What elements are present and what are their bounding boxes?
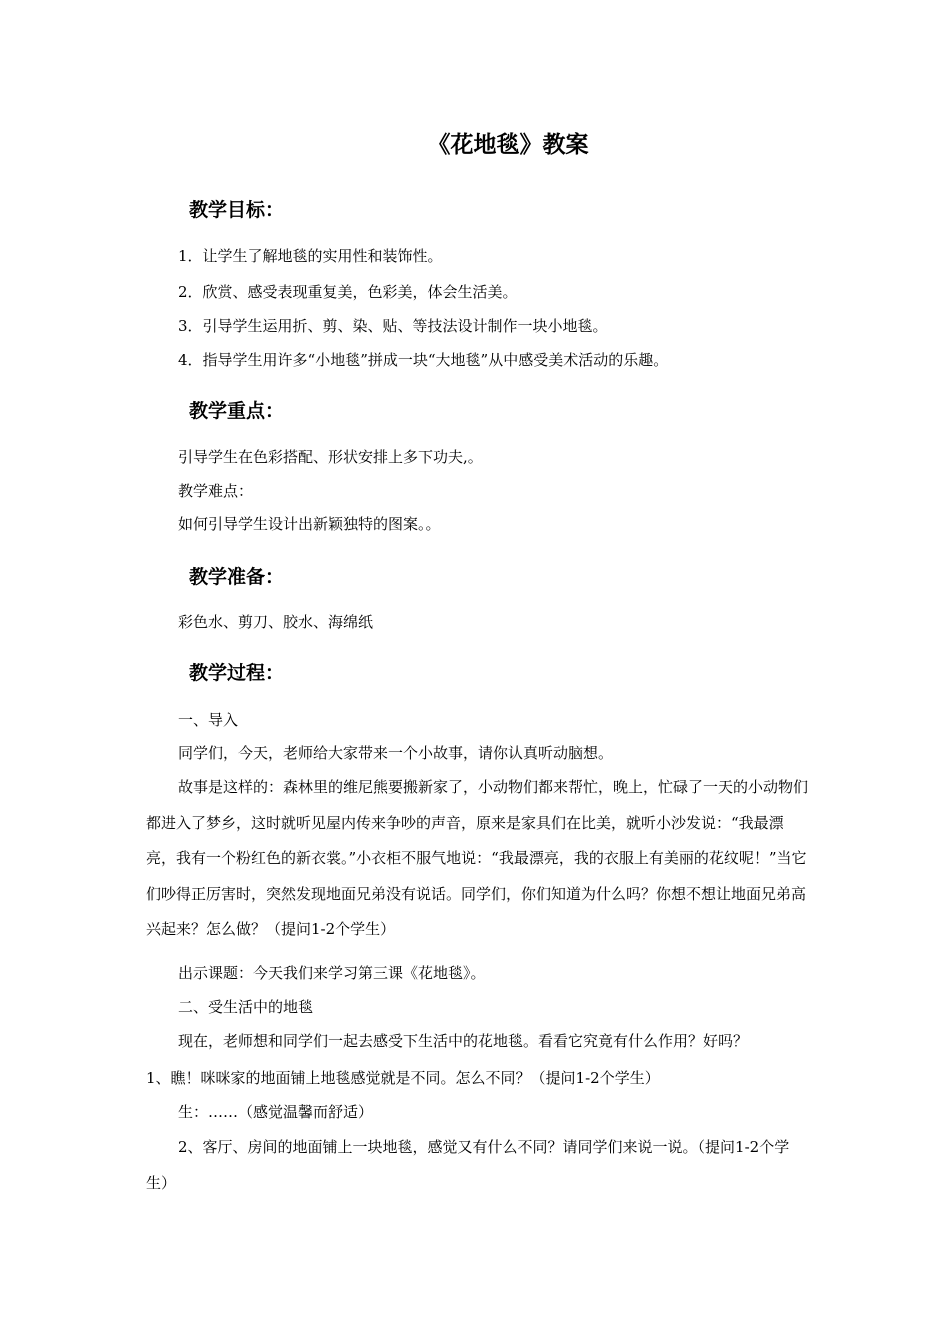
process-heading: 教学过程： (189, 662, 285, 684)
process-line: 1、瞧！咪咪家的地面铺上地毯感觉就是不同。怎么不同？（提问1-2个学生） (146, 1069, 660, 1087)
process-line: 生：……（感觉温馨而舒适） (178, 1103, 374, 1121)
objectives-heading: 教学目标： (189, 199, 285, 221)
story-paragraph: 故事是这样的：森林里的维尼熊要搬新家了，小动物们都来帮忙，晚上，忙碌了一天的小动物们都进入了梦乡，这时就听见屋内传来争吵的声音，原来是家具们在比美，就听小沙发说：“我最漂亮，我有一个粉红色的新衣裳。”小衣柜不服气地说：“我最漂亮，我的衣服上有美丽的花纹呢！”当它们吵得正厉害时，突然发现地面兄弟没有说话。同学们，你们知道为什么吗？你想不想让地面兄弟高兴起来？怎么做？（提问1-2个学生） (146, 778, 809, 938)
objective-item: 2．欣赏、感受表现重复美，色彩美，体会生活美。 (178, 283, 518, 301)
process-line: 出示课题：今天我们来学习第三课《花地毯》。 (178, 964, 486, 982)
preparation-text: 彩色水、剪刀、胶水、海绵纸 (178, 613, 374, 631)
process-line: 一、导入 (178, 711, 239, 729)
difficulty-label: 教学难点： (178, 482, 254, 500)
process-line: 2、客厅、房间的地面铺上一块地毯，感觉又有什么不同？请同学们来说一说。（提问1-2个学生） (146, 1138, 790, 1192)
process-line: 二、受生活中的地毯 (178, 998, 314, 1016)
document-title: 《花地毯》教案 (427, 132, 589, 158)
key-points-text: 引导学生在色彩搭配、形状安排上多下功夫,。 (178, 448, 483, 466)
objective-item: 1．让学生了解地毯的实用性和装饰性。 (178, 247, 443, 265)
key-points-heading: 教学重点： (189, 400, 285, 422)
process-line: 现在，老师想和同学们一起去感受下生活中的花地毯。看看它究竟有什么作用？好吗？ (178, 1032, 749, 1050)
difficulty-text: 如何引导学生设计出新颖独特的图案。。 (178, 515, 441, 533)
preparation-heading: 教学准备： (189, 566, 285, 588)
objective-item: 3．引导学生运用折、剪、染、贴、等技法设计制作一块小地毯。 (178, 317, 608, 335)
objective-item: 4．指导学生用许多“小地毯”拼成一块“大地毯”从中感受美术活动的乐趣。 (178, 351, 669, 369)
process-line: 同学们，今天，老师给大家带来一个小故事，请你认真听动脑想。 (178, 744, 614, 762)
